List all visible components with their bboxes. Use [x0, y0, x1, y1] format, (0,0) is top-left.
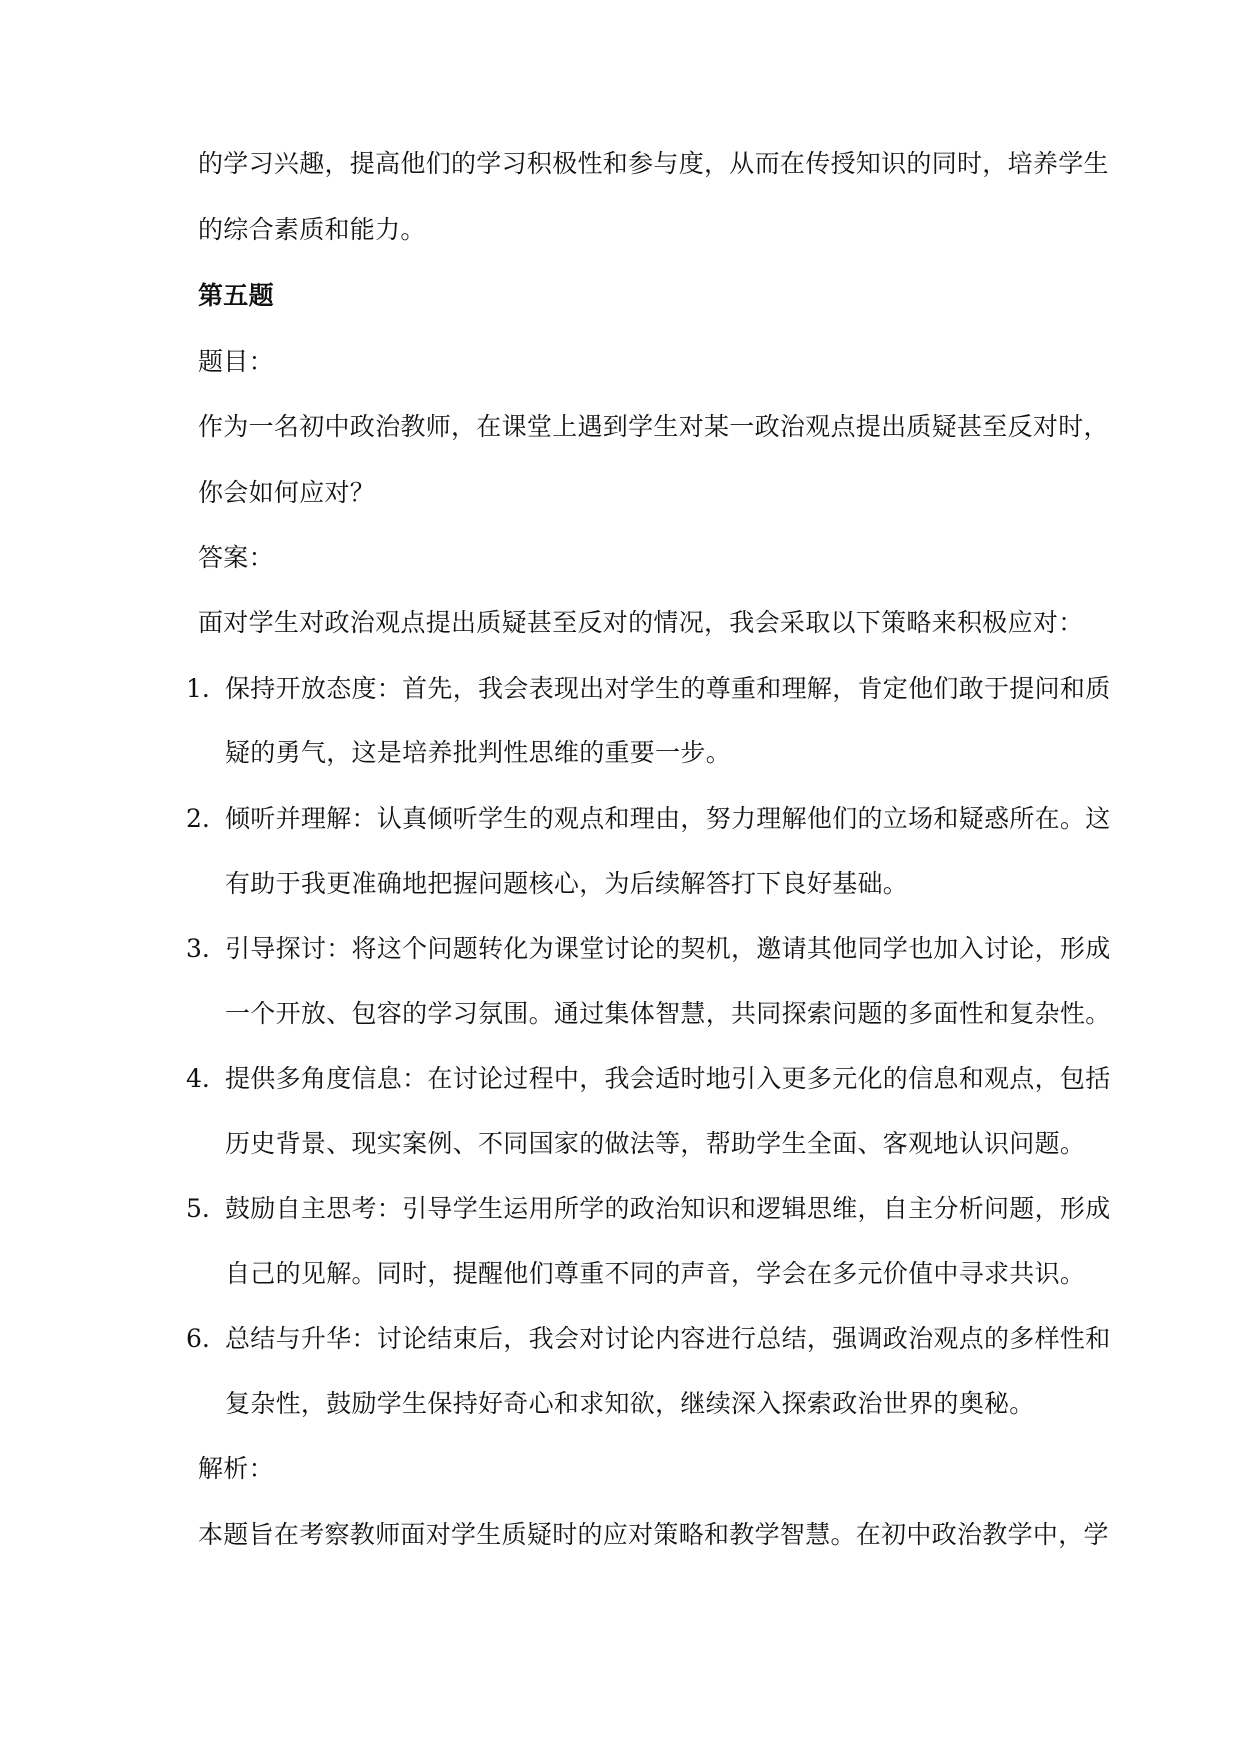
list-item-line: 一个开放、包容的学习氛围。通过集体智慧，共同探索问题的多面性和复杂性。 [225, 999, 1111, 1028]
analysis-line: 本题旨在考察教师面对学生质疑时的应对策略和教学智慧。在初中政治教学中，学 [198, 1520, 1109, 1549]
list-number: 1. [186, 674, 210, 703]
list-item-line: 提供多角度信息：在讨论过程中，我会适时地引入更多元化的信息和观点，包括 [225, 1064, 1111, 1093]
answer-intro: 面对学生对政治观点提出质疑甚至反对的情况，我会采取以下策略来积极应对： [198, 608, 1084, 637]
list-item-line: 保持开放态度：首先，我会表现出对学生的尊重和理解，肯定他们敢于提问和质 [225, 674, 1111, 703]
question-label: 题目： [198, 347, 274, 376]
list-item-line: 有助于我更准确地把握问题核心，为后续解答打下良好基础。 [225, 869, 909, 898]
list-item-line: 引导探讨：将这个问题转化为课堂讨论的契机，邀请其他同学也加入讨论，形成 [225, 934, 1111, 963]
list-item-line: 历史背景、现实案例、不同国家的做法等，帮助学生全面、客观地认识问题。 [225, 1129, 1086, 1158]
list-item-line: 倾听并理解：认真倾听学生的观点和理由，努力理解他们的立场和疑惑所在。这 [225, 804, 1111, 833]
list-number: 2. [186, 804, 210, 833]
answer-label: 答案： [198, 543, 274, 572]
question-line-1: 作为一名初中政治教师，在课堂上遇到学生对某一政治观点提出质疑甚至反对时， [198, 412, 1109, 441]
list-number: 6. [186, 1324, 210, 1353]
intro-line-1: 的学习兴趣，提高他们的学习积极性和参与度，从而在传授知识的同时，培养学生 [198, 149, 1109, 178]
list-number: 4. [186, 1064, 210, 1093]
list-number: 5. [186, 1194, 210, 1223]
list-item-line: 疑的勇气，这是培养批判性思维的重要一步。 [225, 738, 732, 767]
question-line-2: 你会如何应对？ [198, 478, 376, 507]
list-item-line: 总结与升华：讨论结束后，我会对讨论内容进行总结，强调政治观点的多样性和 [225, 1324, 1111, 1353]
list-item-line: 复杂性，鼓励学生保持好奇心和求知欲，继续深入探索政治世界的奥秘。 [225, 1389, 1035, 1418]
section-title: 第五题 [198, 281, 274, 310]
list-item-line: 鼓励自主思考：引导学生运用所学的政治知识和逻辑思维，自主分析问题，形成 [225, 1194, 1111, 1223]
analysis-label: 解析： [198, 1454, 274, 1483]
intro-line-2: 的综合素质和能力。 [198, 215, 426, 244]
list-number: 3. [186, 934, 210, 963]
list-item-line: 自己的见解。同时，提醒他们尊重不同的声音，学会在多元价值中寻求共识。 [225, 1259, 1086, 1288]
